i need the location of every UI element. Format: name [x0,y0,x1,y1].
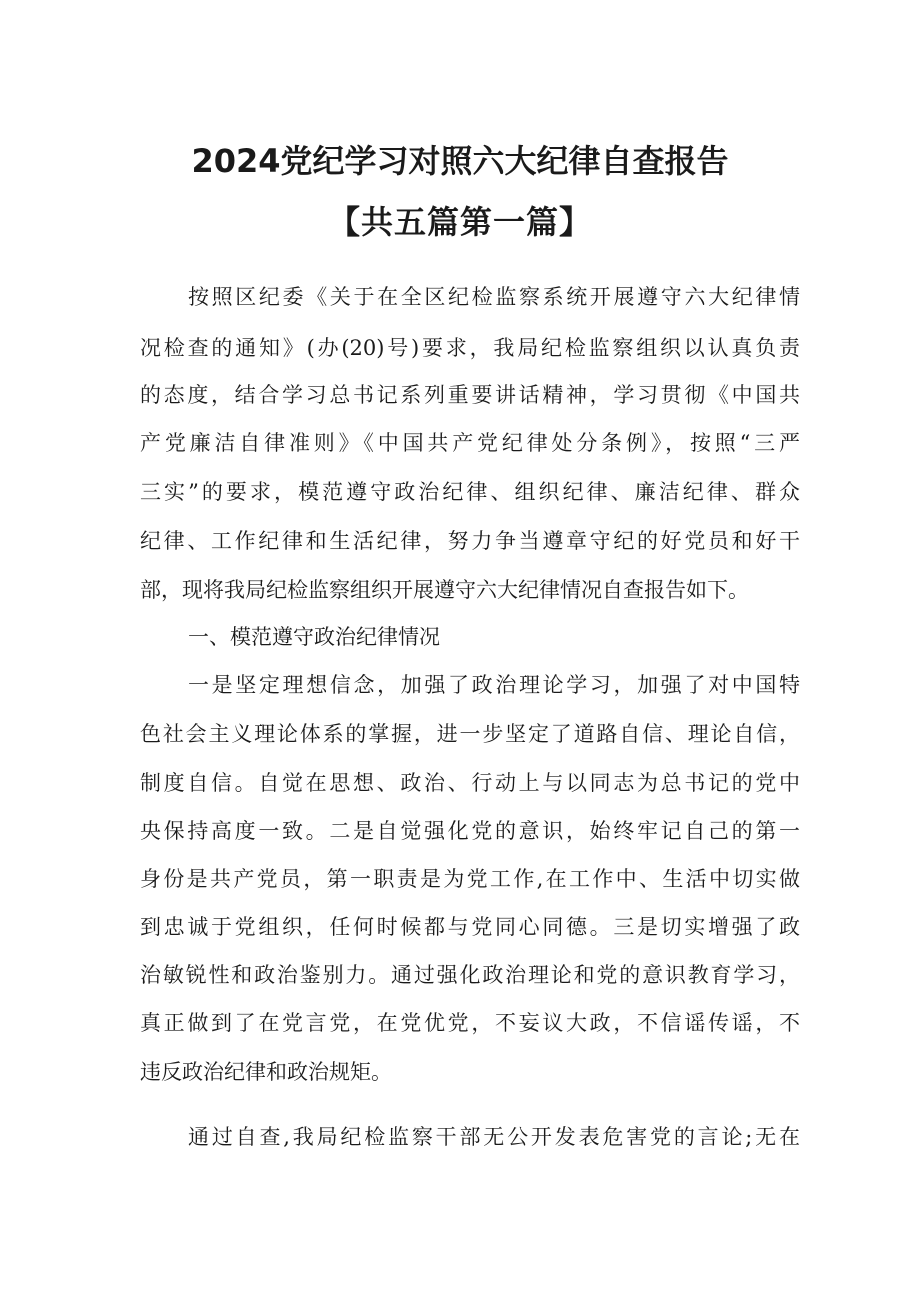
paragraph-1-line-3: 的态度，结合学习总书记系列重要讲话精神，学习贯彻《中国共 [140,383,800,407]
paragraph-2-line-6: 到忠诚于党组织，任何时候都与党同心同德。三是切实增强了政 [140,915,800,939]
document-subtitle: 【共五篇第一篇】 [327,203,592,241]
section-heading-political-discipline: 一、模范遵守政治纪律情况 [188,625,440,649]
paragraph-2-line-9: 违反政治纪律和政治规矩。 [140,1060,392,1084]
paragraph-2-line-5: 身份是共产党员，第一职责是为党工作,在工作中、生活中切实做 [140,867,800,891]
paragraph-2-line-2: 色社会主义理论体系的掌握，进一步坚定了道路自信、理论自信， [140,722,800,746]
paragraph-2-line-1: 一是坚定理想信念，加强了政治理论学习，加强了对中国特 [188,673,800,697]
paragraph-1-line-2: 况检查的通知》(办(20)号)要求，我局纪检监察组织以认真负责 [140,336,800,360]
paragraph-1-line-1: 按照区纪委《关于在全区纪检监察系统开展遵守六大纪律情 [188,285,800,309]
document-title: 2024党纪学习对照六大纪律自查报告 [191,142,729,180]
paragraph-1-line-7: 部，现将我局纪检监察组织开展遵守六大纪律情况自查报告如下。 [140,578,749,602]
paragraph-1-line-6: 纪律、工作纪律和生活纪律，努力争当遵章守纪的好党员和好干 [140,529,800,553]
paragraph-3-line-1: 通过自查,我局纪检监察干部无公开发表危害党的言论;无在 [188,1125,800,1149]
paragraph-2-line-4: 央保持高度一致。二是自觉强化党的意识，始终牢记自己的第一 [140,819,800,843]
paragraph-2-line-3: 制度自信。自觉在思想、政治、行动上与以同志为总书记的党中 [140,771,800,795]
paragraph-2-line-7: 治敏锐性和政治鉴别力。通过强化政治理论和党的意识教育学习， [140,963,800,987]
paragraph-1-line-5: 三实”的要求，模范遵守政治纪律、组织纪律、廉洁纪律、群众 [140,480,800,504]
paragraph-1-line-4: 产党廉洁自律准则》《中国共产党纪律处分条例》，按照“三严 [140,431,800,455]
paragraph-2-line-8: 真正做到了在党言党，在党优党，不妄议大政，不信谣传谣，不 [140,1011,800,1035]
